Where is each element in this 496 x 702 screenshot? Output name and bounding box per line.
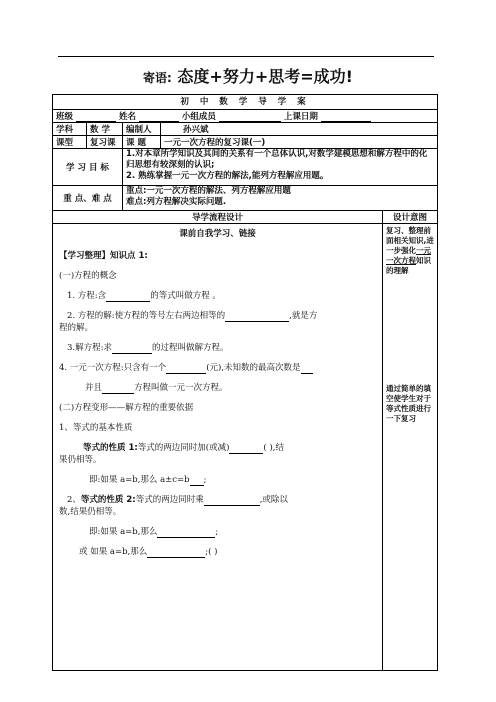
- transform-heading: (二)方程变形——解方程的重要依据: [59, 403, 194, 413]
- motto: [0, 64, 496, 87]
- item-linear: 4. 一元一次方程:只含有一个 (元),未知数的最高次数是: [59, 362, 376, 374]
- property-2: 2、等式的性质 2:等式的两边同时乘 ,或除以: [67, 495, 288, 505]
- item-solution-cont: 程的解。: [59, 323, 94, 333]
- property-2-example: 即:如果 a=b,那么 ;: [89, 527, 219, 537]
- group-label: 小组成员: [181, 112, 216, 122]
- design-header: 设计意图: [383, 211, 438, 224]
- page-title: 初 中 数 学 导 学 案: [53, 95, 438, 110]
- blank-9[interactable]: [204, 497, 260, 506]
- keypoints-text: [123, 186, 438, 211]
- properties-heading: 1、等式的基本性质: [59, 423, 133, 433]
- design-intent: [383, 224, 438, 671]
- header-rule: [58, 56, 434, 57]
- keypoints-label: 重 点、难 点: [53, 186, 123, 211]
- property-2-example-alt: 或 如果 a=b,那么 ;( ): [79, 547, 218, 557]
- difficult-point: 难点:列方程解决实际问题.: [126, 197, 227, 207]
- property-2-cont: 数,结果仍相等。: [59, 507, 122, 517]
- blank-5[interactable]: [301, 365, 313, 374]
- goals-label: 学 习 目 标: [53, 149, 123, 186]
- blank-4[interactable]: [166, 365, 206, 374]
- name-label: 姓名: [118, 112, 136, 122]
- blank-2[interactable]: [225, 313, 289, 322]
- motto-text: 态度+努力+思考=成功!: [177, 67, 353, 86]
- property-1: 等式的性质 1:等式的两边同时加(或减) ( ),结: [83, 443, 284, 453]
- property-1-cont: 果仍相等。: [59, 455, 102, 465]
- section-title: 课前自我学习、链接: [179, 229, 256, 239]
- main-content: [53, 224, 383, 671]
- key-point: 重点:一元一次方程的解法、列方程解应用题: [126, 186, 291, 196]
- blank-7[interactable]: [229, 445, 263, 454]
- type-value: 复习课: [87, 136, 123, 149]
- knowledge-point-title: 【学习整理】知识点 1:: [59, 251, 148, 261]
- class-label: 班级: [56, 112, 74, 122]
- property-1-example: 即:如果 a=b,那么 a±c=b ;: [89, 475, 207, 485]
- concept-heading: (一)方程的概念: [59, 271, 117, 281]
- blank-3[interactable]: [112, 345, 152, 354]
- blank-6[interactable]: [102, 385, 134, 394]
- group-field[interactable]: [219, 113, 281, 122]
- intent-2: 通过简单的填空使学生对于等式性质进行一下复习: [386, 384, 431, 423]
- editor-value: 孙兴斌: [161, 123, 438, 136]
- blank-10[interactable]: [157, 529, 215, 538]
- item-equation: 1. 方程:含 的等式叫做方程 。: [67, 291, 221, 301]
- blank-11[interactable]: [147, 549, 205, 558]
- flow-header: 导学流程设计: [53, 211, 383, 224]
- type-label: 课型: [53, 136, 87, 149]
- date-field[interactable]: [321, 113, 371, 122]
- name-field[interactable]: [139, 113, 179, 122]
- topic-label: 课 题: [123, 136, 161, 149]
- item-linear-cont: 并且 方程叫做一元一次方程。: [85, 383, 228, 393]
- item-solution: 2. 方程的解:使方程的等号左右两边相等的 ,就是方: [67, 311, 318, 321]
- editor-label: 编制人: [123, 123, 161, 136]
- item-solve: 3.解方程:求 的过程叫做解方程。: [67, 343, 229, 353]
- motto-prefix: 寄语:: [143, 71, 172, 85]
- blank-8[interactable]: [190, 477, 204, 486]
- goal-1: 1.对本章所学知识及其间的关系有一个总体认识,对数学建模思想和解方程中的化归思想有较深刻的认识;: [126, 149, 428, 170]
- date-label: 上课日期: [283, 112, 318, 122]
- topic-value: 一元一次方程的复习课(一): [161, 136, 438, 149]
- class-field[interactable]: [76, 113, 116, 122]
- goal-2: 2. 熟练掌握一元一次方程的解法,能列方程解应用题。: [126, 171, 329, 181]
- intent-1: 复习、整理前面相关知识,进一步强化一元一次方程知识的理解: [386, 226, 434, 275]
- goals-text: [123, 149, 438, 186]
- subject-value: 数 学: [87, 123, 123, 136]
- blank-1[interactable]: [106, 293, 150, 302]
- info-row: [53, 110, 438, 123]
- study-guide-table: [52, 94, 438, 671]
- subject-label: 学科: [53, 123, 87, 136]
